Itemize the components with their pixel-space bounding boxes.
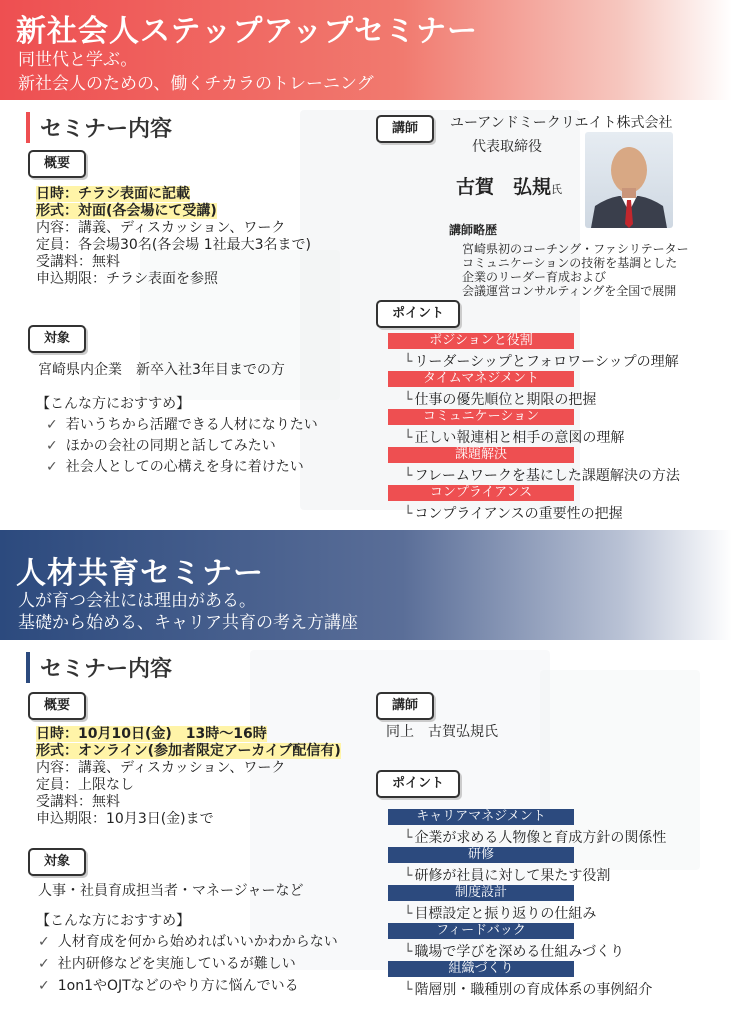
seminar1-lecturer-tag: 講師 [376,115,434,143]
point-label: コミュニケーション [388,409,574,425]
seminar2-subtitle1: 人が育つ会社には理由がある。 [18,591,256,611]
point-desc: └ リーダーシップとフォロワーシップの理解 [404,351,679,371]
point-desc: └ 目標設定と振り返りの仕組み [404,903,596,923]
seminar1-overview-format: 形式：対面(各会場にて受講) [36,203,217,219]
seminar1-recommend-item: ✓ 社会人としての心構えを身に着けたい [46,459,304,476]
seminar1-overview-deadline: 申込期限：チラシ表面を参照 [36,271,218,287]
point-label: ポジションと役割 [388,333,574,349]
seminar1-overview-capacity: 定員：各会場30名(各会場 1社最大3名まで) [36,237,312,253]
seminar2-overview-content: 内容：講義、ディスカッション、ワーク [36,760,286,776]
seminar2-overview-date: 日時：10月10日(金) 13時～16時 [36,726,267,742]
seminar1-subtitle1: 同世代と学ぶ。 [18,50,138,70]
point-label: コンプライアンス [388,485,574,501]
lecturer-role: 代表取締役 [472,139,542,155]
lecturer-bio-line: 宮崎県初のコーチング・ファシリテーター [462,242,689,256]
seminar2-lecturer-text: 同上 古賀弘規氏 [386,724,498,740]
point-desc: └ フレームワークを基にした課題解決の方法 [404,465,680,485]
seminar1-overview-content: 内容：講義、ディスカッション、ワーク [36,220,286,236]
seminar2-recommend-item: ✓ 人材育成を何から始めればいいかわからない [38,934,338,951]
seminar2-section [0,530,732,1024]
seminar2-lecturer-tag: 講師 [376,692,434,720]
seminar2-overview-tag: 概要 [28,692,86,720]
point-label: 制度設計 [388,885,574,901]
point-desc: └ 正しい報連相と相手の意図の理解 [404,427,624,447]
seminar2-title: 人材共育セミナー [16,556,264,591]
lecturer-bio-heading: 講師略歴 [449,223,498,237]
lecturer-company: ユーアンドミークリエイト株式会社 [450,115,673,131]
seminar2-target-tag: 対象 [28,848,86,876]
seminar2-overview-format: 形式：オンライン(参加者限定アーカイブ配信有) [36,743,341,759]
point-label: 研修 [388,847,574,863]
seminar2-header [0,530,732,640]
lecturer-portrait-icon [585,132,673,228]
lecturer-bio-line: 会議運営コンサルティングを全国で展開 [462,284,677,298]
seminar2-overview-deadline: 申込期限：10月3日(金)まで [36,811,214,827]
lecturer-bio-line: 企業のリーダー育成および [462,270,607,284]
seminar2-subtitle2: 基礎から始める、キャリア共育の考え方講座 [18,613,358,633]
seminar2-overview-capacity: 定員：上限なし [36,777,134,793]
point-desc: └ 職場で学びを深める仕組みづくり [404,941,624,961]
seminar1-title: 新社会人ステップアップセミナー [16,14,478,49]
point-desc: └ 階層別・職種別の育成体系の事例紹介 [404,979,652,999]
lecturer-photo [585,132,673,228]
seminar2-overview-fee: 受講料：無料 [36,794,120,810]
lecturer-name: 古賀 弘規氏 [456,176,563,198]
seminar2-content-heading: セミナー内容 [26,652,172,683]
point-desc: └ 企業が求める人物像と育成方針の関係性 [404,827,666,847]
seminar1-recommend-item: ✓ ほかの会社の同期と話してみたい [46,438,276,455]
seminar2-point-tag: ポイント [376,770,460,798]
seminar1-overview-date: 日時：チラシ表面に記載 [36,186,190,202]
seminar1-target-tag: 対象 [28,325,86,353]
point-label: 組織づくり [388,961,574,977]
point-desc: └ 仕事の優先順位と期限の把握 [404,389,596,409]
seminar1-subtitle2: 新社会人のための、働くチカラのトレーニング [18,74,374,94]
seminar2-target-text: 人事・社員育成担当者・マネージャーなど [38,883,304,899]
seminar1-header [0,0,732,100]
seminar2-recommend-item: ✓ 1on1やOJTなどのやり方に悩んでいる [38,978,299,995]
seminar1-target-text: 宮崎県内企業 新卒入社3年目までの方 [38,362,285,378]
point-desc: └ コンプライアンスの重要性の把握 [404,503,623,523]
seminar1-recommend-heading: 【こんな方におすすめ】 [36,396,191,412]
point-label: 課題解決 [388,447,574,463]
lecturer-bio-line: コミュニケーションの技術を基調とした [462,256,678,270]
seminar1-overview-fee: 受講料：無料 [36,254,120,270]
seminar1-content-heading: セミナー内容 [26,112,172,143]
seminar1-point-tag: ポイント [376,300,460,328]
point-desc: └ 研修が社員に対して果たす役割 [404,865,610,885]
point-label: フィードバック [388,923,574,939]
seminar1-overview-tag: 概要 [28,150,86,178]
seminar2-recommend-heading: 【こんな方におすすめ】 [36,913,191,929]
point-label: タイムマネジメント [388,371,574,387]
seminar2-recommend-item: ✓ 社内研修などを実施しているが難しい [38,956,296,973]
seminar1-recommend-item: ✓ 若いうちから活躍できる人材になりたい [46,417,318,434]
point-label: キャリアマネジメント [388,809,574,825]
